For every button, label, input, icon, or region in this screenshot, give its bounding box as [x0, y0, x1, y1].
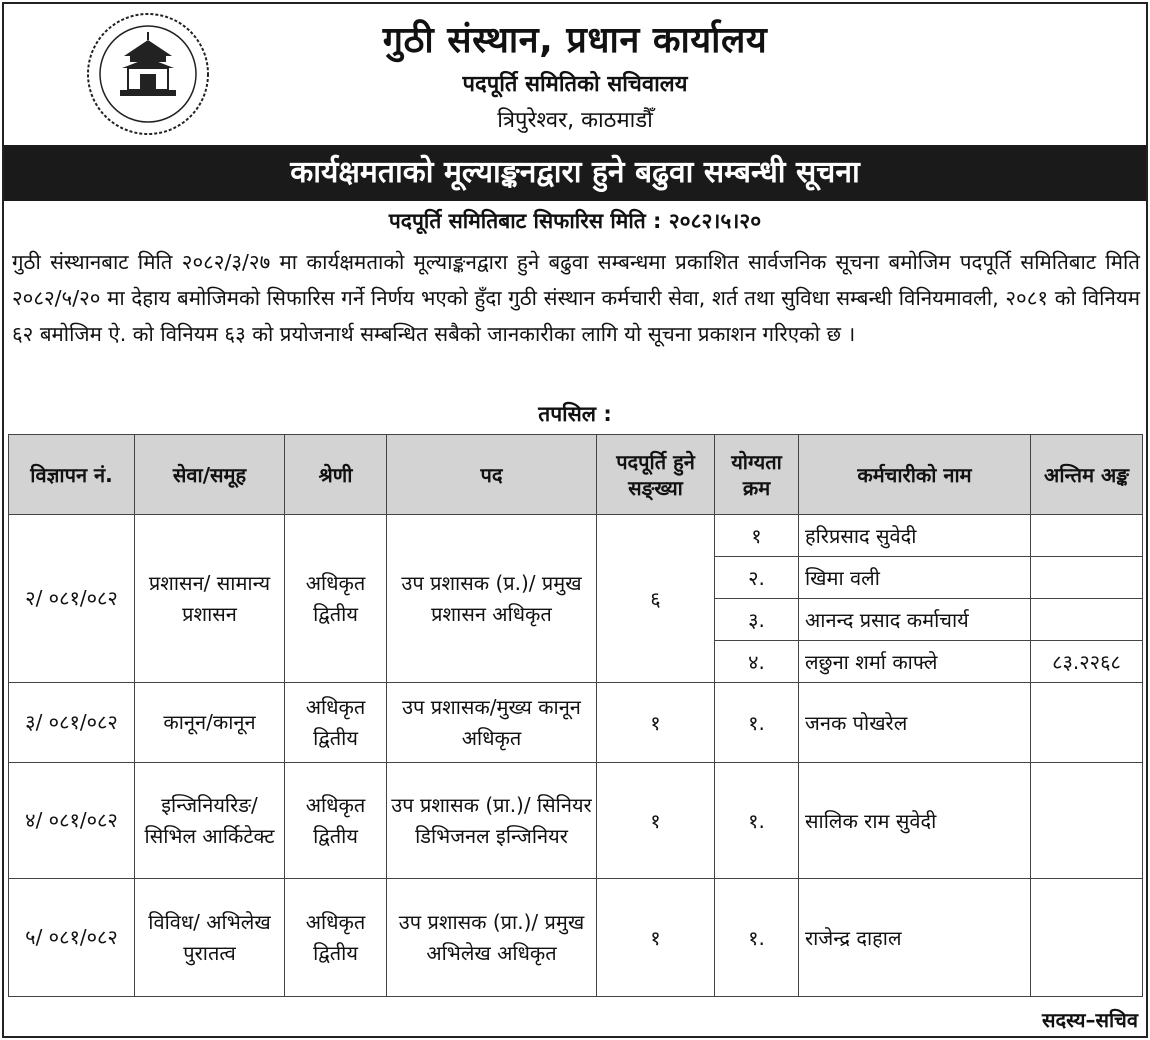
- count-cell: १: [597, 683, 715, 763]
- notice-banner: कार्यक्षमताको मूल्याङ्कनद्वारा हुने बढुवा सम्बन्धी सूचना: [4, 145, 1146, 201]
- office-title: गुठी संस्थान, प्रधान कार्यालय: [382, 20, 768, 61]
- ad-no-cell: ४/ ०८१/०८२: [9, 763, 135, 879]
- employee-name-cell: हरिप्रसाद सुवेदी: [799, 515, 1031, 557]
- col-service: सेवा/समूह: [135, 435, 285, 515]
- merit-cell: २.: [715, 557, 799, 599]
- post-cell: उप प्रशासक (प्र.)/ प्रमुख प्रशासन अधिकृत: [387, 515, 597, 683]
- count-cell: १: [597, 763, 715, 879]
- employee-name-cell: आनन्द प्रसाद कर्माचार्य: [799, 599, 1031, 641]
- service-cell: कानून/कानून: [135, 683, 285, 763]
- ad-no-cell: २/ ०८१/०८२: [9, 515, 135, 683]
- score-cell: [1031, 879, 1143, 997]
- score-cell: [1031, 557, 1143, 599]
- score-cell: [1031, 515, 1143, 557]
- service-cell: विविध/ अभिलेख पुरातत्व: [135, 879, 285, 997]
- table-row: [9, 879, 1143, 997]
- signature-member-secretary: सदस्य–सचिव: [1041, 1008, 1138, 1032]
- recommendation-date: पदपूर्ति समितिबाट सिफारिस मिति : २०८२।५।२०: [388, 209, 762, 233]
- post-cell: उप प्रशासक (प्रा.)/ सिनियर डिभिजनल इन्जिनियर: [387, 763, 597, 879]
- col-count: पदपूर्ति हुने सङ्ख्या: [597, 435, 715, 515]
- table-row: [9, 515, 1143, 557]
- merit-cell: १: [715, 515, 799, 557]
- col-merit: योग्यता क्रम: [715, 435, 799, 515]
- office-subtitle: पदपूर्ति समितिको सचिवालय: [462, 72, 688, 97]
- promotion-table: [8, 434, 1143, 997]
- post-cell: उप प्रशासक/मुख्य कानून अधिकृत: [387, 683, 597, 763]
- score-cell: [1031, 763, 1143, 879]
- col-ad-no: विज्ञापन नं.: [9, 435, 135, 515]
- ad-no-cell: ५/ ०८१/०८२: [9, 879, 135, 997]
- employee-name-cell: लछुना शर्मा काफ्ले: [799, 641, 1031, 683]
- score-cell: [1031, 599, 1143, 641]
- merit-cell: १.: [715, 879, 799, 997]
- guthi-sansthan-emblem: [84, 10, 212, 138]
- count-cell: ६: [597, 515, 715, 683]
- ad-no-cell: ३/ ०८१/०८२: [9, 683, 135, 763]
- employee-name-cell: सालिक राम सुवेदी: [799, 763, 1031, 879]
- merit-cell: ३.: [715, 599, 799, 641]
- score-cell: [1031, 683, 1143, 763]
- table-row: [9, 683, 1143, 763]
- count-cell: १: [597, 879, 715, 997]
- col-name: कर्मचारीको नाम: [799, 435, 1031, 515]
- level-cell: अधिकृत द्वितीय: [285, 683, 387, 763]
- col-post: पद: [387, 435, 597, 515]
- post-cell: उप प्रशासक (प्रा.)/ प्रमुख अभिलेख अधिकृत: [387, 879, 597, 997]
- merit-cell: ४.: [715, 641, 799, 683]
- table-row: [9, 763, 1143, 879]
- merit-cell: १.: [715, 683, 799, 763]
- employee-name-cell: राजेन्द्र दाहाल: [799, 879, 1031, 997]
- service-cell: इन्जिनियरिङ/ सिभिल आर्किटेक्ट: [135, 763, 285, 879]
- notice-body: गुठी संस्थानबाट मिति २०८२/३/२७ मा कार्यक्षमताको मूल्याङ्कनद्वारा हुने बढुवा सम्बन्धमा प्रकाशित सार्वजनिक सूचना बमोजिम पदपूर्ति समितिबाट मिति २०८२/५/२० मा देहाय बमोजिमको सिफारिस गर्ने निर्णय भएको हुँदा गुठी संस्थान कर्मचारी सेवा, शर्त तथा सुविधा सम्बन्धी विनियमावली, २०८१ को विनियम ६२ बमोजिम ऐ. को विनियम ६३ को प्रयोजनार्थ सम्बन्धित सबैको जानकारीका लागि यो सूचना प्रकाशन गरिएको छ ।: [12, 250, 1140, 346]
- level-cell: अधिकृत द्वितीय: [285, 763, 387, 879]
- level-cell: अधिकृत द्वितीय: [285, 515, 387, 683]
- level-cell: अधिकृत द्वितीय: [285, 879, 387, 997]
- office-address: त्रिपुरेश्वर, काठमाडौँ: [497, 108, 653, 133]
- score-cell: ८३.२२६८: [1031, 641, 1143, 683]
- merit-cell: १.: [715, 763, 799, 879]
- service-cell: प्रशासन/ सामान्य प्रशासन: [135, 515, 285, 683]
- col-score: अन्तिम अङ्क: [1031, 435, 1143, 515]
- employee-name-cell: खिमा वली: [799, 557, 1031, 599]
- tapsil-heading: तपसिल :: [538, 402, 612, 426]
- employee-name-cell: जनक पोखरेल: [799, 683, 1031, 763]
- table-header-row: [9, 435, 1143, 515]
- col-level: श्रेणी: [285, 435, 387, 515]
